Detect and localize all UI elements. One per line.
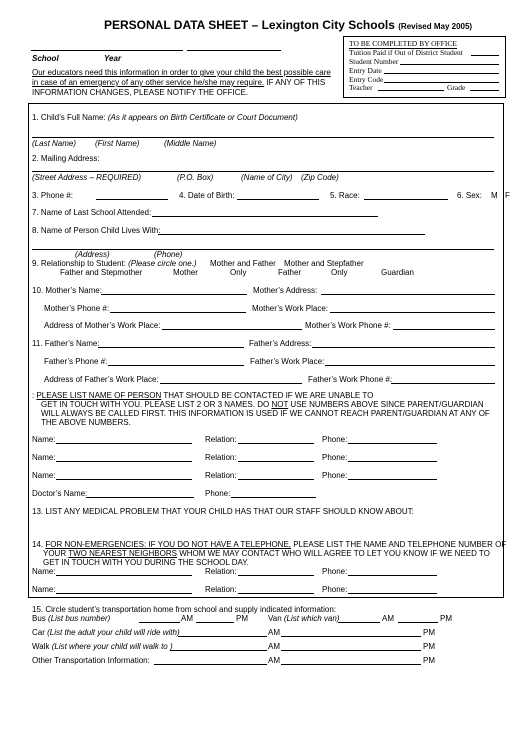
intro-rest: IF ANY OF THIS INFORMATION CHANGES, PLEASE NOTIFY THE OFFICE. bbox=[32, 78, 326, 97]
walk-row-label: Walk (List where your child will walk to ) bbox=[32, 642, 173, 651]
mother-phone-label: Mother’s Phone #: bbox=[44, 304, 110, 313]
option-father[interactable]: Father bbox=[278, 268, 302, 277]
father-work-address-label: Address of Father’s Work Place: bbox=[44, 375, 159, 384]
last-school-line[interactable] bbox=[152, 216, 378, 217]
car-option[interactable]: Car bbox=[32, 628, 45, 637]
mother-work-phone-line[interactable] bbox=[393, 329, 495, 330]
office-student-number-row: Student Number bbox=[349, 57, 399, 66]
car-pm-line[interactable] bbox=[281, 636, 421, 637]
father-address-line[interactable] bbox=[312, 347, 495, 348]
office-entry-code-row: Entry Code bbox=[349, 75, 384, 84]
s14-line2: YOUR TWO NEAREST NEIGHBORS WHOM WE MAY CONTACT WHO WILL AGREE TO LET YOU KNOW IF WE NEED TO bbox=[43, 549, 490, 558]
sex-label: 6. Sex: bbox=[457, 191, 482, 200]
father-work-place-line[interactable] bbox=[325, 365, 495, 366]
contact2-name-label: Name: bbox=[32, 453, 56, 462]
contact3-name-label: Name: bbox=[32, 471, 56, 480]
car-am-line[interactable] bbox=[178, 636, 267, 637]
doctor-phone-line[interactable] bbox=[231, 497, 316, 498]
city-caption: (Name of City) bbox=[241, 173, 293, 182]
mother-address-line[interactable] bbox=[321, 294, 495, 295]
walk-option[interactable]: Walk bbox=[32, 642, 50, 651]
office-use-box bbox=[343, 36, 506, 98]
contact2-relation-line[interactable] bbox=[238, 461, 314, 462]
van-am-line[interactable] bbox=[338, 622, 380, 623]
mother-name-line[interactable] bbox=[101, 294, 247, 295]
last-name-caption: (Last Name) bbox=[32, 139, 77, 148]
contact1-name-label: Name: bbox=[32, 435, 56, 444]
other-pm-line[interactable] bbox=[281, 664, 421, 665]
contact2-phone-line[interactable] bbox=[348, 461, 437, 462]
mailing-address-label: 2. Mailing Address: bbox=[32, 154, 100, 163]
walk-am-label: AM bbox=[268, 642, 280, 651]
walk-pm-line[interactable] bbox=[281, 650, 421, 651]
walk-am-line[interactable] bbox=[170, 650, 267, 651]
bus-pm-label: PM bbox=[236, 614, 248, 623]
neighbor1-relation-line[interactable] bbox=[238, 575, 314, 576]
phone-label: 3. Phone #: bbox=[32, 191, 73, 200]
transportation-label: 15. Circle student’s transportation home from school and supply indicated information: bbox=[32, 605, 337, 614]
contact3-relation-label: Relation: bbox=[205, 471, 237, 480]
contact2-relation-label: Relation: bbox=[205, 453, 237, 462]
middle-name-caption: (Middle Name) bbox=[164, 139, 217, 148]
page-title bbox=[104, 18, 472, 32]
option-mother-and-stepfather[interactable]: Mother and Stepfather bbox=[284, 259, 364, 268]
s12-line1: : PLEASE LIST NAME OF PERSON THAT SHOULD BE CONTACTED IF WE ARE UNABLE TO bbox=[32, 391, 374, 400]
office-heading: TO BE COMPLETED BY OFFICE bbox=[349, 39, 457, 48]
mother-name-label: 10. Mother’s Name: bbox=[32, 286, 102, 295]
other-pm-label: PM bbox=[423, 656, 435, 665]
option-guardian[interactable]: Guardian bbox=[381, 268, 414, 277]
year-label: Year bbox=[104, 54, 122, 63]
neighbor1-phone-label: Phone: bbox=[322, 567, 348, 576]
contact3-phone-label: Phone: bbox=[322, 471, 348, 480]
bus-option[interactable]: Bus bbox=[32, 614, 46, 623]
lives-with-label: 8. Name of Person Child Lives With: bbox=[32, 226, 161, 235]
doctor-name-line[interactable] bbox=[86, 497, 194, 498]
father-work-phone-line[interactable] bbox=[391, 383, 495, 384]
father-name-label: 11. Father’s Name: bbox=[32, 339, 100, 348]
contact3-name-line[interactable] bbox=[56, 479, 192, 480]
father-work-phone-label: Father’s Work Phone #: bbox=[308, 375, 393, 384]
relationship-label-row: 9. Relationship to Student: (Please circle one.) bbox=[32, 259, 197, 268]
bus-row-label: Bus (List bus number) bbox=[32, 614, 111, 623]
lives-with-line[interactable] bbox=[158, 234, 425, 235]
entry-code-line[interactable] bbox=[384, 82, 499, 83]
bus-am-label: AM bbox=[181, 614, 193, 623]
sex-m-option[interactable]: M bbox=[491, 191, 498, 200]
mother-work-place-line[interactable] bbox=[330, 312, 495, 313]
s12-line2: GET IN TOUCH WITH YOU. PLEASE LIST 2 OR 3 NAMES. DO NOT USE NUMBERS ABOVE SINCE PARENT/GUARDIAN bbox=[41, 400, 484, 409]
zip-caption: (Zip Code) bbox=[301, 173, 339, 182]
car-row-label: Car (List the adult your child will ride with) bbox=[32, 628, 180, 637]
school-field-line[interactable] bbox=[31, 50, 183, 51]
neighbor2-name-line[interactable] bbox=[56, 593, 192, 594]
office-tuition-row: Tuition Paid if Out of District Student bbox=[349, 48, 463, 57]
option-father-and-stepmother[interactable]: Father and Stepmother bbox=[60, 268, 143, 277]
mailing-address-line[interactable] bbox=[32, 171, 494, 172]
van-row-label: Van (List which van) bbox=[268, 614, 340, 623]
doctor-name-label: Doctor’s Name: bbox=[32, 489, 88, 498]
office-grade-row: Grade bbox=[447, 83, 466, 92]
intro-notice bbox=[32, 68, 332, 98]
car-pm-label: PM bbox=[423, 628, 435, 637]
street-caption: (Street Address – REQUIRED) bbox=[32, 173, 142, 182]
s14-line3: GET IN TOUCH WITH YOU DURING THE SCHOOL DAY. bbox=[43, 558, 249, 567]
s12-line4: THE ABOVE NUMBERS. bbox=[41, 418, 131, 427]
mother-work-phone-label: Mother’s Work Phone #: bbox=[305, 321, 391, 330]
grade-line[interactable] bbox=[470, 90, 499, 91]
contact3-relation-line[interactable] bbox=[238, 479, 314, 480]
s12-line3: WILL ALWAYS BE CALLED FIRST. THIS INFORMATION IS USED IF WE CANNOT REACH PARENT/GUARDIAN AT ANY OF bbox=[41, 409, 490, 418]
phone-caption: (Phone) bbox=[154, 250, 183, 259]
father-phone-line[interactable] bbox=[108, 365, 244, 366]
phone-line[interactable] bbox=[96, 199, 168, 200]
dob-label: 4. Date of Birth: bbox=[179, 191, 235, 200]
child-name-line[interactable] bbox=[32, 137, 494, 138]
medical-problems-label: 13. LIST ANY MEDICAL PROBLEM THAT YOUR CHILD HAS THAT OUR STAFF SHOULD KNOW ABOUT: bbox=[32, 507, 414, 516]
office-entry-date-row: Entry Date bbox=[349, 66, 382, 75]
revised-date: (Revised May 2005) bbox=[398, 22, 473, 31]
option-mother-only[interactable]: Only bbox=[230, 268, 247, 277]
mother-work-place-label: Mother’s Work Place: bbox=[252, 304, 329, 313]
tuition-line[interactable] bbox=[471, 55, 499, 56]
neighbor1-name-line[interactable] bbox=[56, 575, 192, 576]
entry-date-line[interactable] bbox=[384, 73, 499, 74]
pobox-caption: (P.O. Box) bbox=[177, 173, 214, 182]
bus-am-line[interactable] bbox=[139, 622, 180, 623]
father-phone-label: Father’s Phone #: bbox=[44, 357, 108, 366]
race-line[interactable] bbox=[364, 199, 448, 200]
address-caption: (Address) bbox=[75, 250, 110, 259]
contact1-phone-line[interactable] bbox=[348, 443, 437, 444]
other-am-line[interactable] bbox=[154, 664, 267, 665]
van-pm-label: PM bbox=[440, 614, 452, 623]
teacher-line[interactable] bbox=[378, 90, 444, 91]
van-option[interactable]: Van bbox=[268, 614, 282, 623]
neighbor1-phone-line[interactable] bbox=[348, 575, 437, 576]
contact2-phone-label: Phone: bbox=[322, 453, 348, 462]
s1-label-row: 1. Child’s Full Name: (As it appears on Birth Certificate or Court Document) bbox=[32, 113, 298, 122]
other-am-label: AM bbox=[268, 656, 280, 665]
other-transport-label: Other Transportation Information: bbox=[32, 656, 150, 665]
contact2-name-line[interactable] bbox=[56, 461, 192, 462]
car-am-label: AM bbox=[268, 628, 280, 637]
father-work-address-line[interactable] bbox=[160, 383, 302, 384]
van-pm-line[interactable] bbox=[398, 622, 438, 623]
mother-address-label: Mother’s Address: bbox=[253, 286, 318, 295]
title-text: PERSONAL DATA SHEET – Lexington City Schools bbox=[104, 18, 395, 32]
contact3-phone-line[interactable] bbox=[348, 479, 437, 480]
doctor-phone-label: Phone: bbox=[205, 489, 231, 498]
dob-line[interactable] bbox=[237, 199, 319, 200]
mother-phone-line[interactable] bbox=[110, 312, 246, 313]
last-school-label: 7. Name of Last School Attended: bbox=[32, 208, 152, 217]
sex-f-option[interactable]: F bbox=[505, 191, 510, 200]
contact1-relation-line[interactable] bbox=[238, 443, 314, 444]
first-name-caption: (First Name) bbox=[95, 139, 140, 148]
mother-work-address-line[interactable] bbox=[162, 329, 302, 330]
school-label: School bbox=[32, 54, 59, 63]
walk-pm-label: PM bbox=[423, 642, 435, 651]
intro-underlined: Our educators need this information in order to give your child the best possible care in case of an emergency of any other service he/she may require. bbox=[32, 68, 331, 87]
option-mother[interactable]: Mother bbox=[173, 268, 198, 277]
student-number-line[interactable] bbox=[400, 64, 499, 65]
neighbor2-phone-label: Phone: bbox=[322, 585, 348, 594]
year-field-line[interactable] bbox=[187, 50, 281, 51]
contact1-name-line[interactable] bbox=[56, 443, 192, 444]
father-name-line[interactable] bbox=[98, 347, 244, 348]
father-work-place-label: Father’s Work Place: bbox=[250, 357, 325, 366]
contact1-relation-label: Relation: bbox=[205, 435, 237, 444]
office-teacher-row: Teacher bbox=[349, 83, 373, 92]
contact1-phone-label: Phone: bbox=[322, 435, 348, 444]
neighbor1-relation-label: Relation: bbox=[205, 567, 237, 576]
option-father-only[interactable]: Only bbox=[331, 268, 348, 277]
neighbor2-relation-line[interactable] bbox=[238, 593, 314, 594]
option-mother-and-father[interactable]: Mother and Father bbox=[210, 259, 276, 268]
father-address-label: Father’s Address: bbox=[249, 339, 312, 348]
van-am-label: AM bbox=[382, 614, 394, 623]
neighbor2-name-label: Name: bbox=[32, 585, 56, 594]
race-label: 5. Race: bbox=[330, 191, 360, 200]
bus-pm-line[interactable] bbox=[196, 622, 234, 623]
mother-work-address-label: Address of Mother’s Work Place: bbox=[44, 321, 161, 330]
neighbor2-relation-label: Relation: bbox=[205, 585, 237, 594]
neighbor1-name-label: Name: bbox=[32, 567, 56, 576]
neighbor2-phone-line[interactable] bbox=[348, 593, 437, 594]
s14-line1: 14. FOR NON-EMERGENCIES: IF YOU DO NOT HAVE A TELEPHONE, PLEASE LIST THE NAME AND TELEPHONE NUMBER OF bbox=[32, 540, 507, 549]
